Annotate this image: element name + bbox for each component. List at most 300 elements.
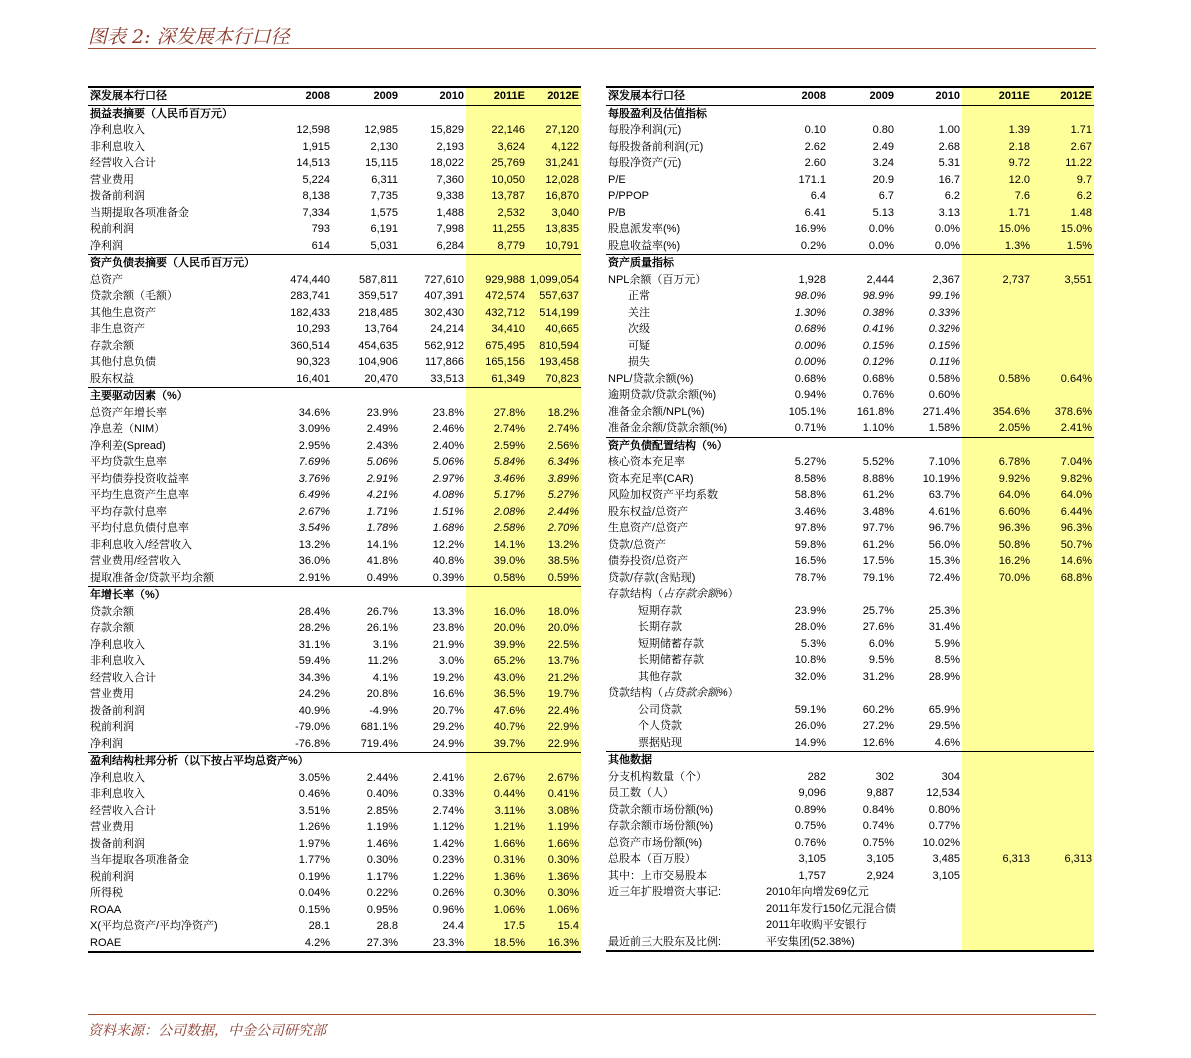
table-row — [88, 487, 581, 504]
value-cell: 24.4 — [442, 920, 464, 933]
table-row — [88, 454, 581, 471]
value-cell: 0.12% — [862, 356, 894, 369]
value-cell — [1032, 387, 1094, 404]
value-cell: -79.0% — [295, 721, 330, 734]
value-cell: 65.9% — [928, 703, 960, 716]
row-label: 每股净利润(元) — [608, 124, 682, 137]
value-cell: 64.0% — [962, 487, 1032, 504]
value-cell — [828, 685, 896, 702]
value-cell: 7,334 — [302, 206, 330, 219]
table-row — [88, 354, 581, 371]
value-cell: 31.2% — [862, 670, 894, 683]
value-cell: 0.11% — [929, 356, 960, 369]
row-label: 贷款/总资产 — [608, 538, 667, 551]
highlight-cell — [962, 884, 1032, 901]
section-title: 资产负债配置结构（%） — [606, 437, 962, 454]
table-row — [606, 802, 1094, 819]
row-label: 分支机构数量（个） — [608, 770, 707, 783]
value-cell — [1032, 338, 1094, 355]
table-row — [88, 918, 581, 935]
value-cell: 13.7% — [527, 653, 581, 670]
table-row — [606, 205, 1094, 222]
value-cell: 25.7% — [862, 604, 894, 617]
table-row — [88, 205, 581, 222]
value-cell: 22.5% — [527, 637, 581, 654]
value-cell: 23.9% — [366, 406, 398, 419]
row-label: 核心资本充足率 — [608, 456, 685, 469]
value-cell — [1032, 718, 1094, 735]
row-label: 提取准备金/贷款平均余额 — [90, 571, 215, 584]
row-label: 非生息资产 — [90, 323, 145, 336]
value-cell: 0.0% — [868, 223, 894, 236]
table-row — [606, 354, 1094, 371]
value-cell: 12.2% — [432, 538, 464, 551]
value-cell: 472,574 — [466, 288, 527, 305]
note-value: 2011年发行150亿元混合债 — [766, 902, 897, 915]
row-label: 平均债券投资收益率 — [90, 472, 189, 485]
table-row — [88, 321, 581, 338]
table-row — [606, 504, 1094, 521]
value-cell: 0.0% — [934, 239, 960, 252]
value-cell: 6.41 — [804, 206, 826, 219]
value-cell — [1032, 586, 1094, 603]
value-cell: 2.49% — [366, 423, 398, 436]
row-label: 净利润 — [90, 737, 123, 750]
row-label: 每股净资产(元) — [608, 157, 682, 170]
value-cell: 20.9 — [872, 173, 894, 186]
value-cell: 2.97% — [432, 472, 464, 485]
value-cell: 18.2% — [527, 405, 581, 422]
table-row — [606, 188, 1094, 205]
value-cell: 0.19% — [298, 870, 330, 883]
note-label: 最近前三大股东及比例: — [606, 934, 764, 952]
table-row — [606, 487, 1094, 504]
value-cell: 97.8% — [794, 522, 826, 535]
table-row — [88, 553, 581, 570]
value-cell: 2.08% — [466, 504, 527, 521]
value-cell: 7,360 — [436, 173, 464, 186]
value-cell: 1,575 — [370, 206, 398, 219]
value-cell: 6.44% — [1032, 504, 1094, 521]
value-cell: 26.0% — [794, 720, 826, 733]
value-cell: 0.58% — [928, 372, 960, 385]
header-year: 2009 — [332, 87, 400, 105]
table-row — [88, 537, 581, 554]
value-cell: 16.5% — [794, 555, 826, 568]
value-cell: 10,791 — [527, 238, 581, 255]
value-cell — [962, 702, 1032, 719]
value-cell: 3,485 — [932, 853, 960, 866]
table-row — [606, 221, 1094, 238]
highlight-cell — [1032, 105, 1094, 122]
value-cell: 1.17% — [366, 870, 398, 883]
table-row — [88, 288, 581, 305]
table-row — [606, 288, 1094, 305]
value-cell — [962, 669, 1032, 686]
value-cell: 1.68% — [432, 522, 464, 535]
table-row — [88, 637, 581, 654]
highlight-cell — [527, 388, 581, 405]
value-cell: 0.2% — [800, 239, 826, 252]
value-cell: 4.61% — [928, 505, 960, 518]
row-label: 净利差(Spread) — [90, 439, 166, 452]
value-cell: 70.0% — [962, 570, 1032, 587]
value-cell: 2,367 — [932, 273, 960, 286]
value-cell: 1.36% — [527, 869, 581, 886]
value-cell: 2.40% — [432, 439, 464, 452]
value-cell — [962, 718, 1032, 735]
value-cell — [962, 802, 1032, 819]
value-cell: 23.8% — [432, 622, 464, 635]
section-header-row — [88, 105, 581, 122]
value-cell: 34,410 — [466, 321, 527, 338]
row-label: 经营收入合计 — [90, 671, 156, 684]
highlight-cell — [466, 587, 527, 604]
value-cell: 22.9% — [527, 736, 581, 753]
value-cell: 28.9% — [928, 670, 960, 683]
value-cell: 9.72 — [962, 155, 1032, 172]
value-cell: 5.84% — [466, 454, 527, 471]
value-cell: 0.30% — [527, 852, 581, 869]
value-cell: 3.09% — [298, 423, 330, 436]
value-cell: 3.76% — [298, 472, 330, 485]
table-row — [88, 338, 581, 355]
value-cell: 218,485 — [358, 306, 398, 319]
table-row — [606, 122, 1094, 139]
row-label: 经营收入合计 — [90, 804, 156, 817]
value-cell: 15.0% — [1032, 221, 1094, 238]
value-cell: 23.9% — [794, 604, 826, 617]
value-cell: 3.54% — [298, 522, 330, 535]
row-label: 短期存款 — [638, 604, 682, 617]
value-cell: 28.0% — [794, 621, 826, 634]
value-cell: 6,311 — [371, 173, 398, 186]
value-cell: 63.7% — [928, 489, 960, 502]
table-row — [606, 818, 1094, 835]
value-cell: 4.21% — [366, 489, 398, 502]
highlight-cell — [1032, 437, 1094, 454]
bottom-rule — [88, 1014, 1096, 1015]
value-cell: 31.4% — [928, 621, 960, 634]
value-cell: 454,635 — [358, 339, 398, 352]
value-cell: 13.2% — [298, 538, 330, 551]
value-cell: 59.1% — [794, 703, 826, 716]
value-cell — [962, 387, 1032, 404]
value-cell: 0.64% — [1032, 371, 1094, 388]
value-cell: 0.80% — [928, 803, 960, 816]
section-header-row — [88, 587, 581, 604]
value-cell: 28.2% — [298, 622, 330, 635]
value-cell: 27.3% — [332, 935, 400, 953]
value-cell: 6,284 — [436, 239, 464, 252]
value-cell: 79.1% — [862, 571, 894, 584]
value-cell: 14,513 — [296, 157, 330, 170]
header-year: 2012E — [527, 87, 581, 105]
value-cell: 407,391 — [424, 290, 464, 303]
value-cell: 681.1% — [360, 721, 398, 734]
value-cell: 40,665 — [527, 321, 581, 338]
value-cell: 302 — [875, 770, 894, 783]
row-label: 非利息收入 — [90, 140, 145, 153]
value-cell — [1032, 835, 1094, 852]
value-cell: 29.2% — [432, 721, 464, 734]
section-title: 资产负债表摘要（人民币百万元） — [88, 255, 466, 272]
value-cell: 0.15% — [298, 903, 330, 916]
table-row — [606, 139, 1094, 156]
row-label: 股东权益/总资产 — [608, 505, 689, 518]
row-label: 经营收入合计 — [90, 157, 156, 170]
value-cell: 56.0% — [928, 538, 960, 551]
value-cell: 1.19% — [527, 819, 581, 836]
row-label: 贷款余额（毛额） — [90, 290, 178, 303]
table-row — [88, 421, 581, 438]
row-label: P/E — [608, 173, 626, 186]
table-row — [606, 835, 1094, 852]
value-cell: 1.46% — [366, 837, 398, 850]
value-cell: 60.2% — [862, 703, 894, 716]
value-cell: 1,915 — [302, 140, 330, 153]
value-cell: 5.9% — [934, 637, 960, 650]
row-label: 资本充足率(CAR) — [608, 472, 694, 485]
value-cell: 3.08% — [527, 803, 581, 820]
value-cell — [896, 586, 962, 603]
highlight-cell — [1032, 934, 1094, 952]
row-label: 债券投资/总资产 — [608, 555, 689, 568]
row-label: 税前利润 — [90, 223, 134, 236]
value-cell — [1032, 769, 1094, 786]
value-cell: 7.10% — [928, 456, 960, 469]
table-row — [88, 670, 581, 687]
row-label: 平均贷款生息率 — [90, 456, 167, 469]
section-header-row — [606, 255, 1094, 272]
value-cell: 3,105 — [932, 869, 960, 882]
value-cell: 1.71% — [366, 505, 398, 518]
value-cell: 15,115 — [365, 157, 398, 170]
value-cell: 587,811 — [359, 273, 398, 286]
value-cell: 2,193 — [436, 140, 464, 153]
value-cell — [962, 586, 1032, 603]
value-cell: 2.91% — [298, 571, 330, 584]
table-row — [88, 719, 581, 736]
value-cell: 20.8% — [366, 688, 398, 701]
header-year: 2010 — [400, 87, 466, 105]
value-cell: 0.30% — [527, 885, 581, 902]
value-cell — [1032, 652, 1094, 669]
value-cell — [962, 619, 1032, 636]
source-note: 资料来源：公司数据，中金公司研究部 — [88, 1023, 326, 1039]
value-cell: 9.7 — [1032, 172, 1094, 189]
value-cell: 5.06% — [366, 456, 398, 469]
value-cell: 2.70% — [527, 520, 581, 537]
value-cell: 16.2% — [962, 553, 1032, 570]
table-row — [606, 420, 1094, 437]
value-cell: 10,050 — [466, 172, 527, 189]
table-row — [88, 188, 581, 205]
value-cell: 99.1% — [928, 290, 960, 303]
value-cell: 3,105 — [866, 853, 894, 866]
value-cell: 58.8% — [794, 489, 826, 502]
value-cell: 68.8% — [1032, 570, 1094, 587]
value-cell: 302,430 — [424, 306, 464, 319]
row-label: 关注 — [628, 306, 650, 319]
row-label: P/B — [608, 206, 626, 219]
table-row — [88, 139, 581, 156]
value-cell: 4.08% — [432, 489, 464, 502]
value-cell: 36.5% — [466, 686, 527, 703]
value-cell: 23.3% — [400, 935, 466, 953]
value-cell — [1032, 818, 1094, 835]
value-cell: 50.7% — [1032, 537, 1094, 554]
value-cell: 11.2% — [367, 655, 398, 668]
table-row — [606, 769, 1094, 786]
value-cell: 7.6 — [962, 188, 1032, 205]
value-cell: 1.71 — [962, 205, 1032, 222]
row-label: 非利息收入 — [90, 655, 145, 668]
row-label: 正常 — [628, 290, 650, 303]
value-cell: 1.66% — [466, 836, 527, 853]
table-row — [606, 238, 1094, 255]
value-cell: 6,313 — [962, 851, 1032, 868]
highlight-cell — [962, 917, 1032, 934]
section-header-row — [606, 437, 1094, 454]
value-cell: 2.05% — [962, 420, 1032, 437]
value-cell: 1.58% — [928, 422, 960, 435]
row-label: 净利润 — [90, 239, 123, 252]
value-cell: 27.2% — [862, 720, 894, 733]
table-row — [88, 703, 581, 720]
table-header-row — [606, 87, 1094, 105]
value-cell: 0.89% — [794, 803, 826, 816]
table-row — [88, 786, 581, 803]
value-cell: 22,146 — [466, 122, 527, 139]
row-label: 当年提取各项准备金 — [90, 854, 189, 867]
table-row — [88, 122, 581, 139]
row-label: 准备金余额/NPL(%) — [608, 405, 705, 418]
row-label: 税前利润 — [90, 870, 134, 883]
right-financial-table — [606, 86, 1094, 952]
row-label: 生息资产/总资产 — [608, 522, 689, 535]
value-cell: 562,912 — [424, 339, 464, 352]
value-cell: 18,022 — [430, 157, 464, 170]
row-label: 其他付息负债 — [90, 356, 156, 369]
value-cell: 5.27% — [527, 487, 581, 504]
value-cell: 0.84% — [862, 803, 894, 816]
value-cell: 117,866 — [425, 356, 464, 369]
value-cell: 6.0% — [868, 637, 894, 650]
value-cell: 13.2% — [527, 537, 581, 554]
row-label: 每股拨备前利润(元) — [608, 140, 704, 153]
value-cell: 2.85% — [366, 804, 398, 817]
value-cell: 8.5% — [934, 654, 960, 667]
value-cell: 304 — [941, 770, 960, 783]
highlight-cell — [962, 934, 1032, 952]
value-cell: 3.13 — [938, 206, 960, 219]
value-cell: 33,513 — [430, 372, 464, 385]
row-label: 存款余额 — [90, 622, 134, 635]
value-cell: 1.3% — [962, 238, 1032, 255]
value-cell: 26.7% — [366, 605, 398, 618]
row-label — [606, 685, 764, 702]
row-label: 股东权益 — [90, 372, 134, 385]
value-cell: 40.7% — [466, 719, 527, 736]
table-row — [606, 702, 1094, 719]
value-cell: 0.30% — [366, 854, 398, 867]
value-cell: 0.33% — [432, 788, 464, 801]
table-row — [88, 620, 581, 637]
value-cell: 3.05% — [298, 771, 330, 784]
value-cell: 2.44% — [366, 771, 398, 784]
row-label: 风险加权资产平均系数 — [608, 489, 718, 502]
table-row — [606, 338, 1094, 355]
value-cell: 4.6% — [934, 736, 960, 749]
value-cell: 2.67 — [1032, 139, 1094, 156]
section-header-row — [606, 752, 1094, 769]
value-cell: 0.75% — [794, 820, 826, 833]
value-cell: 14.6% — [1032, 553, 1094, 570]
value-cell: 0.94% — [794, 389, 826, 402]
table-row — [88, 935, 581, 953]
value-cell — [962, 305, 1032, 322]
value-cell: 64.0% — [1032, 487, 1094, 504]
value-cell: 8,779 — [466, 238, 527, 255]
table-row — [606, 404, 1094, 421]
value-cell: 39.0% — [466, 553, 527, 570]
value-cell: 12,598 — [296, 124, 330, 137]
value-cell: 17.5% — [862, 555, 894, 568]
value-cell: 12.0 — [962, 172, 1032, 189]
row-label: 其中：上市交易股本 — [608, 869, 707, 882]
header-label: 深发展本行口径 — [88, 87, 268, 105]
table-row — [88, 736, 581, 753]
value-cell: 182,433 — [290, 306, 330, 319]
value-cell — [1032, 868, 1094, 885]
value-cell: 18.0% — [527, 604, 581, 621]
row-label: 逾期贷款/贷款余额(%) — [608, 389, 717, 402]
row-label: 所得税 — [90, 887, 123, 900]
value-cell: 810,594 — [527, 338, 581, 355]
value-cell: 3,040 — [527, 205, 581, 222]
value-cell: 2,737 — [962, 272, 1032, 289]
value-cell: 3.1% — [372, 638, 398, 651]
table-row — [88, 686, 581, 703]
value-cell: 0.22% — [366, 887, 398, 900]
table-row — [606, 735, 1094, 752]
value-cell: 514,199 — [527, 305, 581, 322]
value-cell: 61,349 — [466, 371, 527, 388]
value-cell: 12,028 — [527, 172, 581, 189]
table-row — [606, 454, 1094, 471]
value-cell: 16.6% — [432, 688, 464, 701]
value-cell: -4.9% — [369, 704, 398, 717]
row-label-italic: 占贷款余额% — [663, 687, 728, 700]
value-cell: 31.1% — [298, 638, 330, 651]
value-cell: 20.0% — [466, 620, 527, 637]
highlight-cell — [1032, 752, 1094, 769]
value-cell: 28.4% — [298, 605, 330, 618]
value-cell: 0.75% — [862, 836, 894, 849]
value-cell: 360,514 — [290, 339, 330, 352]
value-cell: 13,835 — [527, 221, 581, 238]
table-row — [606, 685, 1094, 702]
value-cell: 16,870 — [527, 188, 581, 205]
value-cell: 1.06% — [466, 902, 527, 919]
value-cell: 13.3% — [432, 605, 464, 618]
value-cell: 36.0% — [298, 555, 330, 568]
value-cell: 40.9% — [298, 704, 330, 717]
value-cell: 2.56% — [527, 438, 581, 455]
value-cell: 6.34% — [527, 454, 581, 471]
value-cell: 0.41% — [527, 786, 581, 803]
